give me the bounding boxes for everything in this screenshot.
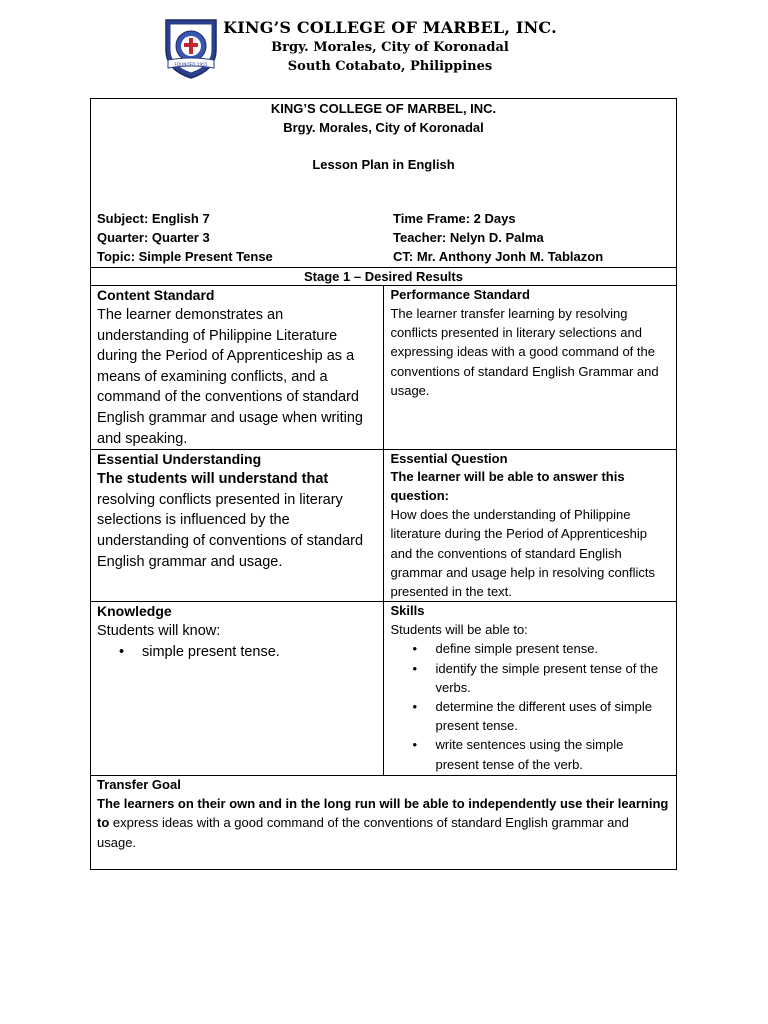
skills-list [390,639,670,773]
lesson-plan-title: Lesson Plan in English [312,157,455,172]
teacher-label: Teacher: Nelyn D. Palma [393,230,544,245]
skills-item: • identify the simple present tense of the verbs. [390,659,670,697]
subject-label: Subject: English 7 [97,211,210,226]
skills-intro: Students will be able to: [390,622,528,638]
content-standard-text: The learner demonstrates an understanding of Philippine Literature during the Period of Apprenticeship as a means of examining conflicts, and a command of the conventions of standard English grammar and usage when writing and speaking. [97,307,363,447]
performance-standard-label: Performance Standard [390,287,530,302]
knowledge-intro: Students will know: [97,623,221,640]
performance-standard-text: The learner transfer learning by resolving conflicts presented in literary selections and expressing ideas with a good command of the conventions of standard English Grammar and usage. [390,306,659,398]
skills-label: Skills [390,603,425,619]
skills-cell [384,602,677,776]
content-standard-cell [91,286,384,450]
essential-understanding-cell [91,450,384,602]
knowledge-cell [91,602,384,776]
letterhead-address-2: South Cotabato, Philippines [287,59,493,74]
performance-standard-cell [384,286,677,450]
letterhead-school-name: KING’S COLLEGE OF MARBEL, INC. [223,18,557,37]
header-school-name: KING’S COLLEGE OF MARBEL, INC. [270,101,497,116]
knowledge-list [97,642,377,663]
essential-understanding-label: Essential Understanding [97,451,262,468]
letterhead [160,16,620,80]
ct-label: CT: Mr. Anthony Jonh M. Tablazon [393,249,604,264]
skills-item: • determine the different uses of simple present tense. [390,697,670,735]
time-frame-label: Time Frame: 2 Days [393,211,516,226]
essential-question-lead: The learner will be able to answer this question: [390,469,625,503]
content-standard-label: Content Standard [97,287,215,303]
quarter-label: Quarter: Quarter 3 [97,230,210,245]
lesson-plan-header [91,99,677,268]
essential-question-text: How does the understanding of Philippine literature during the Period of Apprenticeship and the conventions of standard English grammar and usage help in resolving conflicts presented in the text. [390,507,655,599]
transfer-goal-label: Transfer Goal [97,777,181,793]
knowledge-item: • simple present tense. [97,642,377,663]
skills-item: • write sentences using the simple present tense of the verb. [390,735,670,773]
letterhead-address-1: Brgy. Morales, City of Koronadal [271,40,509,55]
skills-item: • define simple present tense. [390,639,670,658]
essential-question-cell [384,450,677,602]
transfer-goal-lead: The learners on their own and in the long run will be able to independently use their learning to [97,796,669,831]
essential-question-label: Essential Question [390,451,508,467]
transfer-goal-text: express ideas with a good command of the conventions of standard English grammar and usage. [97,815,629,850]
transfer-goal-body [97,794,670,852]
transfer-goal-cell [91,776,677,870]
seal-text: FOUNDED 1955 [174,62,208,67]
knowledge-label: Knowledge [97,603,172,620]
essential-understanding-lead: The students will understand that [97,471,329,488]
essential-understanding-text: resolving conflicts presented in literary selections is influenced by the understanding of conventions of standard English grammar and usage. [97,491,364,570]
topic-label: Topic: Simple Present Tense [97,249,273,264]
header-address: Brgy. Morales, City of Koronadal [283,120,484,135]
lesson-plan-table [90,98,677,870]
stage-1-heading: Stage 1 – Desired Results [91,268,677,286]
